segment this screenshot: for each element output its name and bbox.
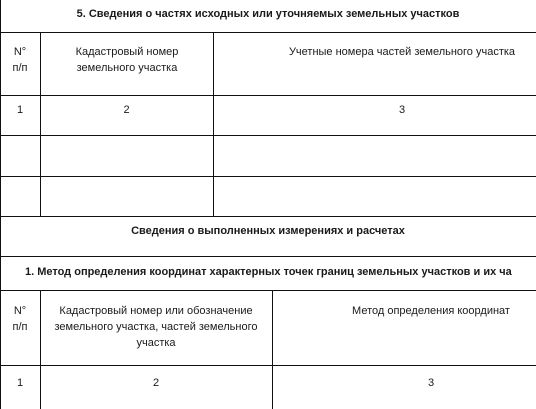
header-number: N°: [13, 46, 27, 58]
rule: [213, 33, 214, 216]
rule: [0, 256, 536, 257]
header-method: Метод определения координат: [352, 305, 510, 317]
header-cadastral: Кадастровый номер земельного участка: [75, 46, 179, 74]
column-number: 3: [427, 377, 435, 389]
column-number: 2: [152, 377, 160, 389]
column-number: 3: [398, 104, 406, 116]
header-number: п/п: [12, 321, 28, 333]
header-number: п/п: [12, 62, 28, 74]
rule: [0, 365, 536, 366]
rule: [0, 216, 536, 217]
rule: [0, 95, 536, 96]
section-title: Сведения о выполненных измерениях и расчетах: [131, 225, 405, 237]
subsection-title: 1. Метод определения координат характерных точек границ земельных участков и их ча: [25, 266, 512, 278]
rule: [0, 135, 536, 136]
header-account-numbers: Учетные номера частей земельного участка: [288, 46, 516, 58]
rule: [0, 290, 536, 291]
header-number: N°: [13, 305, 27, 317]
section-title: 5. Сведения о частях исходных или уточняемых земельных участков: [76, 8, 460, 20]
rule: [40, 33, 41, 216]
rule: [0, 32, 536, 33]
rule: [40, 291, 41, 409]
column-number: 1: [16, 377, 24, 389]
header-cadastral-designation: Кадастровый номер или обозначение земельного участка, частей земельного участка: [54, 305, 258, 349]
rule: [0, 176, 536, 177]
column-number: 1: [16, 104, 24, 116]
column-number: 2: [123, 104, 130, 116]
